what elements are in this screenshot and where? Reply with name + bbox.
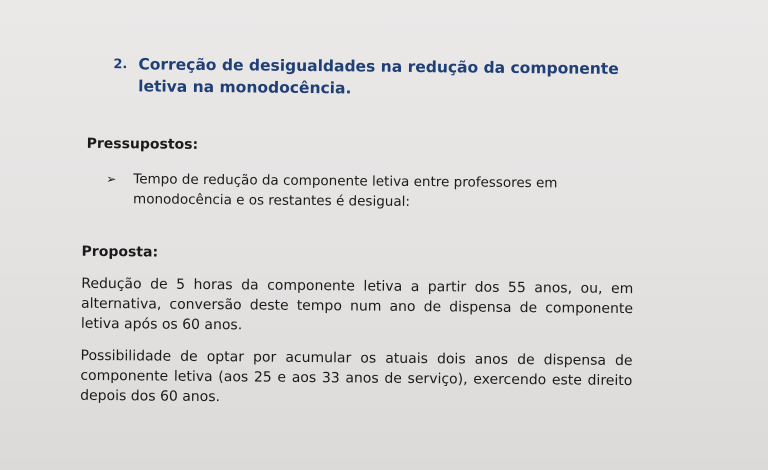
pressupostos-bullet-text: Tempo de redução da componente letiva entre professores em monodocência e os restantes é desigual: — [133, 171, 558, 210]
section-heading — [113, 53, 633, 102]
proposta-label: Proposta: — [81, 243, 159, 261]
proposta-paragraph: Possibilidade de optar por acumular os atuais dois anos de dispensa de componente letiva (aos 25 e aos 33 anos de serviço), exercendo este direito depois dos 60 anos. — [80, 347, 633, 406]
section-number: 2. — [113, 57, 128, 73]
pressupostos-label: Pressupostos: — [86, 135, 199, 153]
proposta-paragraph: Redução de 5 horas da componente letiva a partir dos 55 anos, ou, em alternativa, conversão deste tempo num ano de dispensa de componente letiva após os 60 anos. — [80, 275, 634, 334]
section-title: Correção de desigualdades na redução da componente letiva na monodocência. — [138, 55, 619, 98]
arrow-bullet-icon: ➢ — [106, 172, 117, 187]
pressupostos-bullet-item — [106, 169, 606, 214]
